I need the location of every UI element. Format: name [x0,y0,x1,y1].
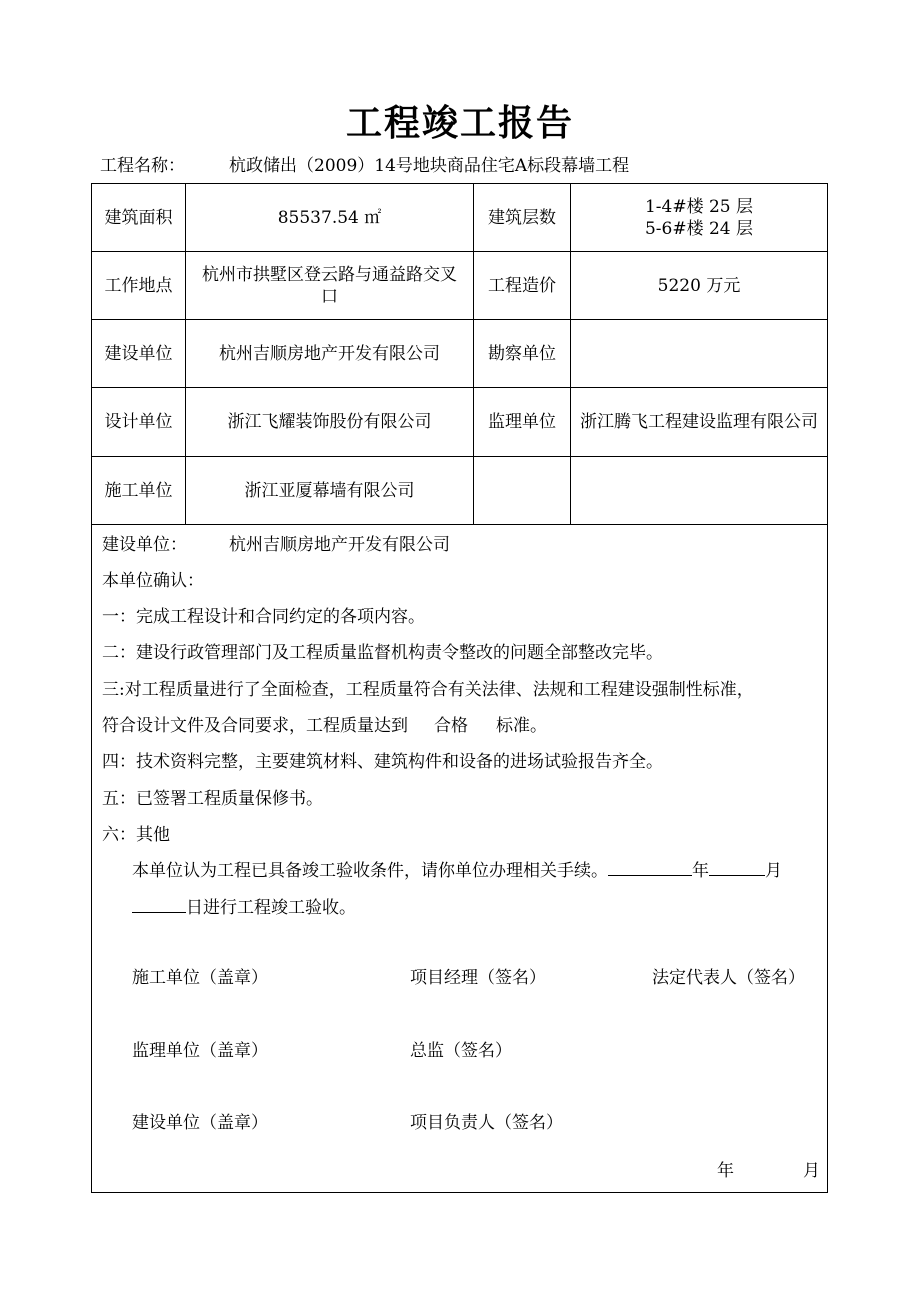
cost-value: 5220 万元 [657,275,741,296]
request-text: 本单位认为工程已具备竣工验收条件，请你单位办理相关手续。 [132,861,608,881]
year-blank [608,874,692,876]
request-end: 日进行工程竣工验收。 [186,898,356,918]
supervision-label: 监理单位 [488,412,556,432]
location-label: 工作地点 [104,275,173,296]
location-value: 杭州市拱墅区登云路与通益路交叉口 [202,264,457,307]
confirm-item-2: 二：建设行政管理部门及工程质量监督机构责令整改的问题全部整改完毕。 [102,643,663,663]
empty-cell [571,457,827,524]
confirm-owner-label: 建设单位： [102,535,187,555]
owner-label: 建设单位 [104,343,173,364]
table-row-divider [91,524,828,525]
empty-cell [474,457,570,524]
confirm-item-3-text: 符合设计文件及合同要求，工程质量达到 [102,716,408,736]
owner-seal: 建设单位（盖章） [132,1113,268,1133]
construction-label: 施工单位 [104,480,173,501]
confirm-item-4: 四：技术资料完整，主要建筑材料、建筑构件和设备的进场试验报告齐全。 [102,752,663,772]
request-line [132,859,782,883]
sign-year: 年 [717,1161,734,1181]
supervisor-seal: 监理单位（盖章） [132,1041,268,1061]
request-line-2 [132,896,356,920]
floors-line: 1-4#楼 25 层 [644,196,754,217]
area-label: 建筑面积 [104,207,173,228]
confirm-item-3: 三:对工程质量进行了全面检查，工程质量符合有关法律、法规和工程建设强制性标准， [102,680,754,700]
project-manager-signature: 项目经理（签名） [410,968,546,988]
project-leader-signature: 项目负责人（签名） [410,1113,563,1133]
floors-value [571,184,827,251]
sign-month: 月 [803,1161,820,1181]
month-blank [709,874,765,876]
project-name-label: 工程名称： [100,156,185,176]
chief-supervisor-signature: 总监（签名） [410,1041,512,1061]
survey-label: 勘察单位 [488,343,556,364]
confirm-item-3-cont [102,714,547,738]
day-blank [132,911,186,913]
contractor-seal: 施工单位（盖章） [132,968,268,988]
floors-label: 建筑层数 [488,207,556,228]
project-name-value: 杭政储出（2009）14号地块商品住宅A标段幕墙工程 [229,156,630,176]
page-title: 工程竣工报告 [345,102,574,144]
confirm-intro: 本单位确认： [102,571,204,591]
survey-value [571,320,827,387]
floors-line: 5-6#楼 24 层 [644,218,754,239]
confirm-item-5: 五：已签署工程质量保修书。 [102,789,323,809]
cost-label: 工程造价 [488,275,556,296]
confirm-item-1: 一：完成工程设计和合同约定的各项内容。 [102,607,425,627]
legal-rep-signature: 法定代表人（签名） [652,968,805,988]
request-month: 月 [765,861,782,881]
area-value: 85537.54 ㎡ [277,207,382,228]
design-label: 设计单位 [104,412,173,432]
request-year: 年 [692,861,709,881]
construction-value: 浙江亚厦幕墙有限公司 [244,480,415,501]
supervision-value: 浙江腾飞工程建设监理有限公司 [580,412,818,432]
design-value: 浙江飞耀装饰股份有限公司 [227,412,432,432]
confirm-item-3-end: 标准。 [496,716,547,736]
owner-value: 杭州吉顺房地产开发有限公司 [219,343,440,364]
confirm-owner-value: 杭州吉顺房地产开发有限公司 [229,535,450,555]
confirm-item-6: 六：其他 [102,825,170,845]
quality-grade: 合格 [434,716,468,736]
